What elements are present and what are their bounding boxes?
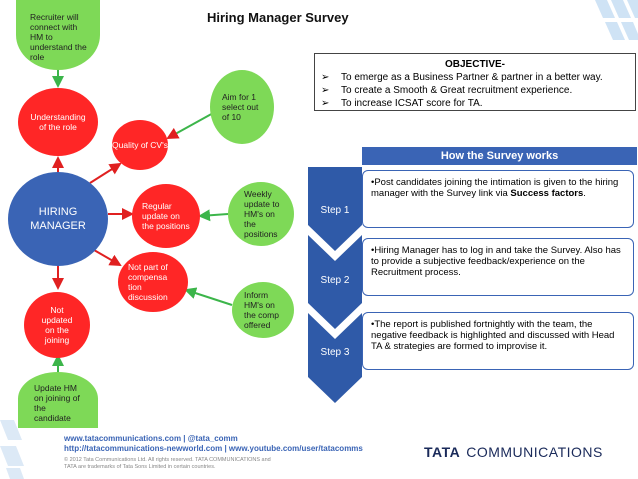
node-weekly-text: Weekly update to HM's on the positions bbox=[244, 189, 280, 239]
objective-item-text: To create a Smooth & Great recruitment experience. bbox=[341, 85, 573, 96]
step-1-after: . bbox=[583, 188, 586, 199]
step-1-box bbox=[362, 170, 634, 228]
logo-communications: COMMUNICATIONS bbox=[466, 444, 603, 460]
hiring-manager-label: HIRING MANAGER bbox=[30, 206, 86, 232]
objective-item: ➢ To emerge as a Business Partner & partner in a better way. bbox=[321, 72, 603, 83]
node-regular-text: Regular update on the positions bbox=[142, 201, 190, 231]
footer-link-website[interactable]: www.tatacommunications.com | @tata_comm bbox=[64, 434, 238, 443]
step-3-text: •The report is published fortnightly with the team, the negative feedback is highlighted and discussed with Head TA & strategies are formed to improvise it. bbox=[371, 319, 615, 352]
objective-box bbox=[314, 53, 636, 111]
node-update-hm-text: Update HM on joining of the candidate bbox=[34, 383, 80, 423]
node-quality bbox=[112, 120, 168, 170]
node-understanding bbox=[18, 88, 98, 156]
step-1-bold: Success factors bbox=[510, 188, 584, 199]
node-not-part-text: Not part of compensa tion discussion bbox=[128, 262, 168, 302]
node-inform-text: Inform HM's on the comp offered bbox=[244, 290, 279, 330]
survey-header: How the Survey works bbox=[362, 147, 637, 165]
node-aim bbox=[210, 70, 274, 144]
objective-heading: OBJECTIVE- bbox=[444, 59, 505, 70]
objective-item: ➢ To create a Smooth & Great recruitment experience. bbox=[321, 85, 573, 96]
step-2-label: Step 2 bbox=[320, 275, 350, 286]
objective-item: ➢ To increase ICSAT score for TA. bbox=[321, 98, 483, 109]
node-recruiter-text: Recruiter will connect with HM to understand the role bbox=[30, 12, 87, 62]
step-1-label: Step 1 bbox=[320, 205, 350, 216]
node-not-updated bbox=[24, 292, 90, 358]
step-2-box bbox=[362, 238, 634, 296]
tata-communications-logo bbox=[424, 444, 603, 460]
arrow-inform-notpart bbox=[186, 290, 232, 305]
page-title: Hiring Manager Survey bbox=[207, 10, 349, 25]
copyright-line-2: TATA are trademarks of Tata Sons Limited in certain countries. bbox=[64, 464, 216, 470]
copyright bbox=[64, 457, 271, 471]
node-regular bbox=[132, 184, 200, 248]
node-weekly bbox=[228, 182, 294, 246]
node-update-hm bbox=[18, 372, 98, 428]
footer-link-newworld[interactable]: http://tatacommunications-newworld.com | www.youtube.com/user/tatacomms bbox=[64, 444, 363, 453]
node-inform bbox=[232, 282, 294, 338]
node-understanding-text: Understanding of the role bbox=[30, 112, 86, 132]
step-3-box bbox=[362, 312, 634, 370]
objective-item-text: To increase ICSAT score for TA. bbox=[341, 98, 483, 109]
footer-links bbox=[64, 434, 363, 454]
step-2-text: •Hiring Manager has to log in and take the Survey. Also has to provide a subjective feedback/experience on the Recruitment process. bbox=[371, 245, 621, 278]
arrow-center-quality bbox=[90, 164, 120, 183]
copyright-line-1: © 2012 Tata Communications Ltd. All rights reserved. TATA COMMUNICATIONS and bbox=[64, 457, 271, 463]
node-hiring-manager bbox=[8, 172, 108, 266]
arrow-weekly-regular bbox=[200, 214, 228, 216]
node-quality-text: Quality of CV's bbox=[112, 140, 168, 150]
node-not-updated-text: Not updated on the joining bbox=[41, 305, 73, 345]
node-aim-text: Aim for 1 select out of 10 bbox=[222, 92, 259, 122]
logo-tata: TATA bbox=[424, 444, 461, 460]
objective-item-text: To emerge as a Business Partner & partner in a better way. bbox=[341, 72, 603, 83]
arrow-aim-quality bbox=[168, 112, 215, 138]
step-3-label: Step 3 bbox=[320, 347, 350, 358]
node-not-part bbox=[118, 252, 188, 312]
node-recruiter bbox=[16, 0, 100, 70]
step-1-text: •Post candidates joining the intimation is given to the hiring manager with the Survey link via bbox=[371, 177, 619, 199]
arrow-center-notpart bbox=[94, 250, 120, 265]
